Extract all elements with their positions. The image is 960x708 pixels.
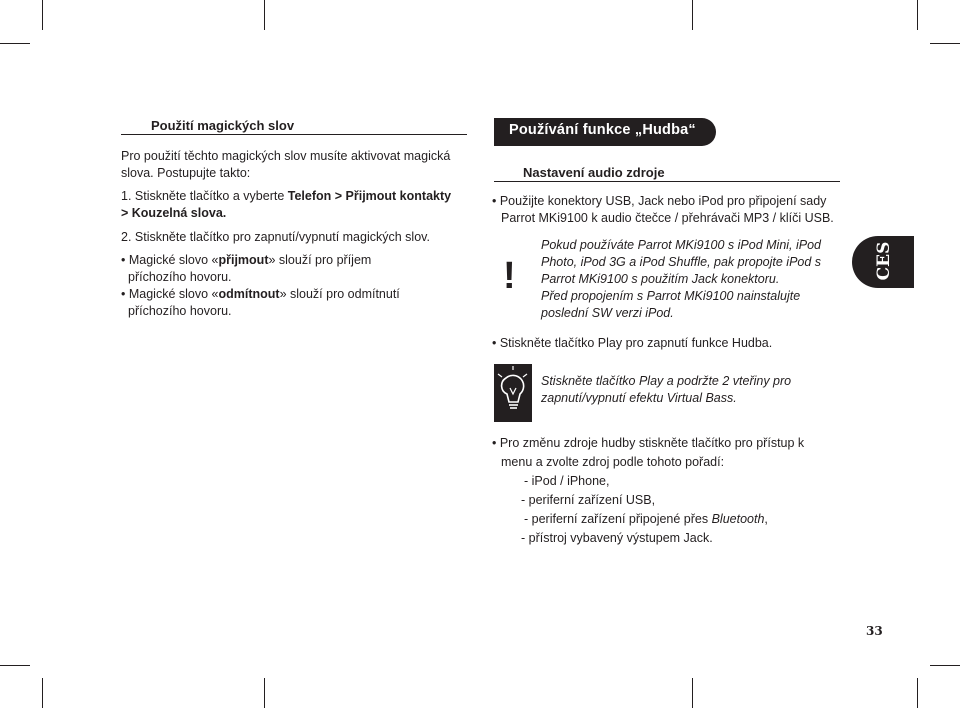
banner-title: Používání funkce „Hudba“	[509, 122, 696, 138]
bullet-play: • Stiskněte tlačítko Play pro zapnutí funkce Hudba.	[492, 336, 773, 350]
warning-line: poslední SW verzi iPod.	[541, 306, 674, 320]
language-tab-label: CES	[874, 241, 894, 281]
crop-mark	[692, 678, 693, 708]
bullet-source-line2: menu a zvolte zdroj podle tohoto pořadí:	[501, 455, 725, 469]
step-2: 2. Stiskněte tlačítko pro zapnutí/vypnutí magických slov.	[121, 230, 430, 244]
crop-mark	[42, 678, 43, 708]
warning-line: Photo, iPod 3G a iPod Shuffle, pak propojte iPod s	[541, 255, 822, 269]
crop-mark	[930, 665, 960, 666]
warning-icon: !	[503, 255, 516, 297]
step-1: 1. Stiskněte tlačítko a vyberte Telefon > Přijmout kontakty	[121, 189, 452, 203]
crop-mark	[0, 665, 30, 666]
source-list-item: - přístroj vybavený výstupem Jack.	[521, 531, 713, 545]
source-list-item: - iPod / iPhone,	[524, 474, 610, 488]
crop-mark	[264, 0, 265, 30]
intro-line: slova. Postupujte takto:	[121, 166, 251, 180]
crop-mark	[930, 43, 960, 44]
crop-mark	[692, 0, 693, 30]
bullet-accept-line2: příchozího hovoru.	[128, 270, 232, 284]
bullet-accept: • Magické slovo «přijmout» slouží pro příjem	[121, 253, 372, 267]
crop-mark	[917, 678, 918, 708]
section-rule	[121, 134, 467, 135]
section-title: Použití magických slov	[151, 118, 295, 133]
step-1-line2: > Kouzelná slova.	[121, 206, 227, 220]
page-number: 33	[866, 624, 883, 638]
lightbulb-icon	[494, 364, 532, 422]
warning-line: Parrot MKi9100 s použitím Jack konektoru.	[541, 272, 780, 286]
source-list-item: - periferní zařízení připojené přes Bluetooth,	[524, 512, 768, 526]
crop-mark	[42, 0, 43, 30]
crop-mark	[917, 0, 918, 30]
tip-line: zapnutí/vypnutí efektu Virtual Bass.	[541, 391, 737, 405]
warning-line: Pokud používáte Parrot MKi9100 s iPod Mini, iPod	[541, 238, 822, 252]
bullet-reject: • Magické slovo «odmítnout» slouží pro odmítnutí	[121, 287, 400, 301]
bullet-source: • Pro změnu zdroje hudby stiskněte tlačítko pro přístup k	[492, 436, 805, 450]
crop-mark	[0, 43, 30, 44]
tip-line: Stiskněte tlačítko Play a podržte 2 vteřiny pro	[541, 374, 792, 388]
subsection-title: Nastavení audio zdroje	[523, 165, 665, 180]
crop-mark	[264, 678, 265, 708]
bullet-reject-line2: příchozího hovoru.	[128, 304, 232, 318]
source-list-item: - periferní zařízení USB,	[521, 493, 656, 507]
bullet-connectors: • Použijte konektory USB, Jack nebo iPod pro připojení sady	[492, 194, 827, 208]
intro-line: Pro použití těchto magických slov musíte aktivovat magická	[121, 149, 451, 163]
subsection-rule	[494, 181, 840, 182]
warning-line: Před propojením s Parrot MKi9100 nainstalujte	[541, 289, 801, 303]
bullet-connectors-line2: Parrot MKi9100 k audio čtečce / přehrávači MP3 / klíči USB.	[501, 211, 834, 225]
